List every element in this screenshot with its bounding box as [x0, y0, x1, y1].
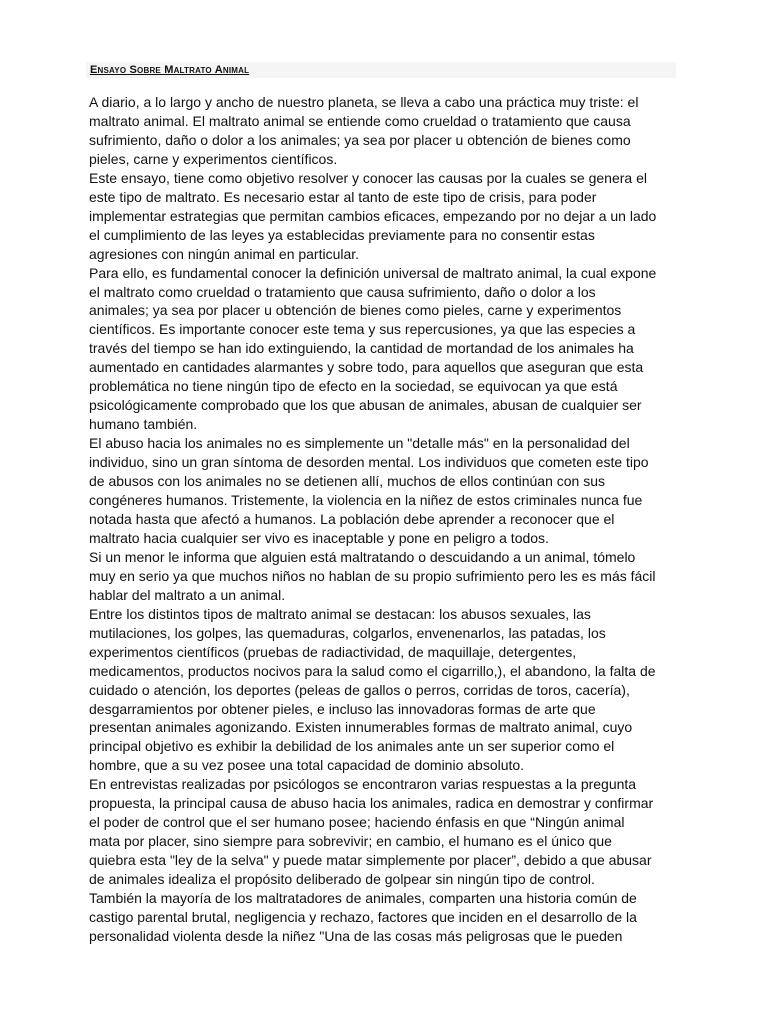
- paragraph-interviews: En entrevistas realizadas por psicólogos se encontraron varias respuestas a la pregunta propuesta, la principal causa de abuso hacia los animales, radica en demostrar y confirmar el poder de control que el ser humano posee; haciendo énfasis en que “Ningún animal mata por placer, sino siempre para sobrevivir; en cambio, el humano es el único que quiebra esta "ley de la selva" y puede matar simplemente por placer”, debido a que abusar de animales idealiza el propósito deliberado de golpear sin ningún tipo de control.: [89, 776, 654, 888]
- paragraph-intro: A diario, a lo largo y ancho de nuestro planeta, se lleva a cabo una práctica muy triste: el maltrato animal. El maltrato animal se entiende como crueldad o tratamiento que causa sufrimiento, daño o dolor a los animales; ya sea por placer u obtención de bienes como pieles, carne y experimentos científicos.: [89, 94, 639, 167]
- paragraph-minors: Si un menor le informa que alguien está maltratando o descuidando a un animal, tómelo muy en serio ya que muchos niños no hablan de su propio sufrimiento pero les es más fácil hablar del maltrato a un animal.: [89, 548, 656, 603]
- document-title: Ensayo Sobre Maltrato Animal: [90, 64, 250, 76]
- paragraph-objective: Este ensayo, tiene como objetivo resolver y conocer las causas por la cuales se genera el este tipo de maltrato. Es necesario estar al tanto de este tipo de crisis, para poder implementar estrategias que permitan cambios eficaces, empezando por no dejar a un lado el cumplimiento de las leyes ya establecidas previamente para no consentir estas agresiones con ningún animal en particular.: [89, 169, 657, 262]
- paragraph-definition: Para ello, es fundamental conocer la definición universal de maltrato animal, la cual expone el maltrato como crueldad o tratamiento que causa sufrimiento, daño o dolor a los animales; ya sea por placer u obtención de bienes como pieles, carne y experimentos científicos. Es importante conocer este tema y sus repercusiones, ya que las especies a través del tiempo se han ido extinguiendo, la cantidad de mortandad de los animales ha aumentado en cantidades alarmantes y sobre todo, para aquellos que aseguran que esta problemática no tiene ningún tipo de efecto en la sociedad, se equivocan ya que está psicológicamente comprobado que los que abusan de animales, abusan de cualquier ser humano también.: [89, 264, 657, 433]
- paragraph-types: Entre los distintos tipos de maltrato animal se destacan: los abusos sexuales, las mutilaciones, los golpes, las quemaduras, colgarlos, envenenarlos, las patadas, los experimentos científicos (pruebas de radiactividad, de maquillaje, detergentes, medicamentos, productos nocivos para la salud como el cigarrillo,), el abandono, la falta de cuidado o atención, los deportes (peleas de gallos o perros, corridas de toros, cacería), desgarramientos por obtener pieles, e incluso las innovadoras formas de arte que presentan animales agonizando. Existen innumerables formas de maltrato animal, cuyo principal objetivo es exhibir la debilidad de los animales ante un ser superior como el hombre, que a su vez posee una total capacidad de dominio absoluto.: [89, 605, 656, 774]
- document-body: [89, 93, 689, 946]
- paragraph-history: También la mayoría de los maltratadores de animales, comparten una historia común de castigo parental brutal, negligencia y rechazo, factores que inciden en el desarrollo de la personalidad violenta desde la niñez "Una de las cosas más peligrosas que le pueden: [89, 890, 637, 944]
- paragraph-mental-disorder: El abuso hacia los animales no es simplemente un "detalle más" en la personalidad del individuo, sino un gran síntoma de desorden mental. Los individuos que cometen este tipo de abusos con los animales no se detienen allí, muchos de ellos continúan con sus congéneres humanos. Tristemente, la violencia en la niñez de estos criminales nunca fue notada hasta que afectó a humanos. La población debe aprender a reconocer que el maltrato hacia cualquier ser vivo es inaceptable y pone en peligro a todos.: [89, 435, 649, 546]
